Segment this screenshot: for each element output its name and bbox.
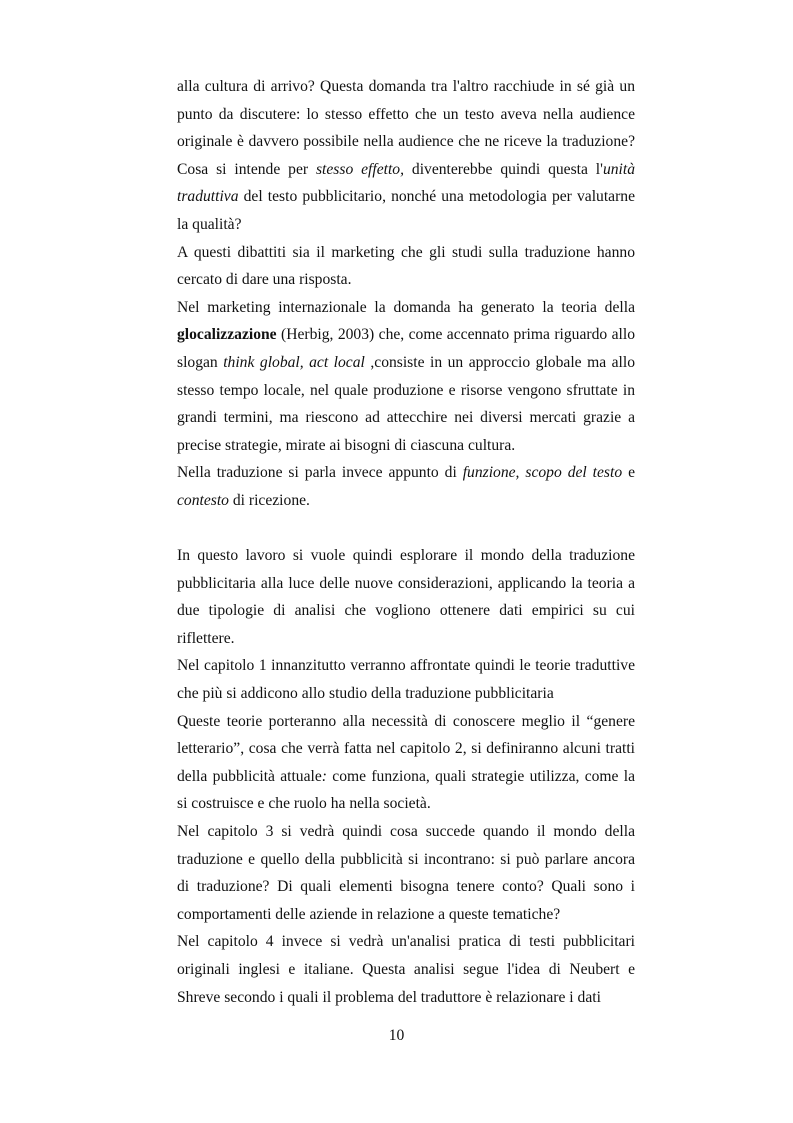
- page-number: 10: [388, 1027, 405, 1044]
- bold-term: glocalizzazione: [177, 326, 277, 344]
- paragraph-p8: [177, 818, 635, 928]
- text-run: del testo pubblicitario, nonché una metodologia per valutarne la qualità?: [177, 188, 635, 233]
- text-run: In questo lavoro si vuole quindi esplorare il mondo della traduzione pubblicitaria alla luce delle nuove considerazioni, applicando la teoria a due tipologie di analisi che vogliono ottenere dati empirici su cui riflettere.: [177, 547, 635, 647]
- text-run: Nel capitolo 4 invece si vedrà un'analisi pratica di testi pubblicitari originali inglesi e italiane. Questa analisi segue l'idea di Neubert e Shreve secondo i quali il problema del traduttore è relazionare i dati: [177, 933, 635, 1006]
- paragraph-gap: [177, 515, 635, 543]
- italic-text: think global, act local: [223, 353, 365, 371]
- italic-text: contesto: [177, 491, 229, 509]
- text-run: Nel capitolo 3 si vedrà quindi cosa succede quando il mondo della traduzione e quello della pubblicità si incontrano: si può parlare ancora di traduzione? Di quali elementi bisogna tenere conto? Quali sono i comportamenti delle aziende in relazione a queste tematiche?: [177, 823, 635, 923]
- text-run: Nel marketing internazionale la domanda ha generato la teoria della: [177, 298, 635, 316]
- text-run: diventerebbe quindi questa l': [404, 160, 603, 178]
- paragraph-p9: [177, 928, 635, 1011]
- text-run: Nella traduzione si parla invece appunto di: [177, 464, 463, 482]
- paragraph-p1: [177, 73, 635, 239]
- paragraph-p4: [177, 459, 635, 514]
- paragraph-p2: [177, 239, 635, 294]
- paragraph-p3: [177, 294, 635, 460]
- italic-text: unità traduttiva: [177, 160, 636, 206]
- italic-text: :: [321, 767, 327, 785]
- italic-text: stesso effetto,: [315, 160, 405, 178]
- text-run: ,consiste in un approccio globale ma allo stesso tempo locale, nel quale produzione e risorse vengono sfruttate in grandi termini, ma riescono ad attecchire nei diversi mercati grazie a precise strategie, mirate ai bisogni di ciascuna cultura.: [177, 353, 635, 454]
- text-run: di ricezione.: [228, 491, 310, 509]
- text-run: come funziona, quali strategie utilizza, come la si costruisce e che ruolo ha nella società.: [177, 767, 635, 813]
- text-run: e: [622, 464, 635, 482]
- page-body: [177, 73, 635, 1011]
- text-run: Queste teorie porteranno alla necessità di conoscere meglio il “genere letterario”, cosa che verrà fatta nel capitolo 2, si definiranno alcuni tratti della pubblicità attuale: [177, 712, 635, 785]
- paragraph-p5: [177, 542, 635, 652]
- text-run: Nel capitolo 1 innanzitutto verranno affrontate quindi le teorie traduttive che più si addicono allo studio della traduzione pubblicitaria: [177, 657, 635, 703]
- text-run: alla cultura di arrivo? Questa domanda tra l'altro racchiude in sé già un punto da discutere: lo stesso effetto che un testo aveva nella audience originale è davvero possibile nella audience che ne riceve la traduzione? Cosa si intende per: [177, 78, 635, 178]
- italic-text: funzione, scopo del testo: [462, 464, 623, 482]
- text-run: (Herbig, 2003) che, come accennato prima riguardo allo slogan: [177, 326, 635, 371]
- paragraph-p6: [177, 652, 635, 707]
- text-run: A questi dibattiti sia il marketing che gli studi sulla traduzione hanno cercato di dare una risposta.: [177, 243, 635, 289]
- paragraph-p7: [177, 708, 635, 818]
